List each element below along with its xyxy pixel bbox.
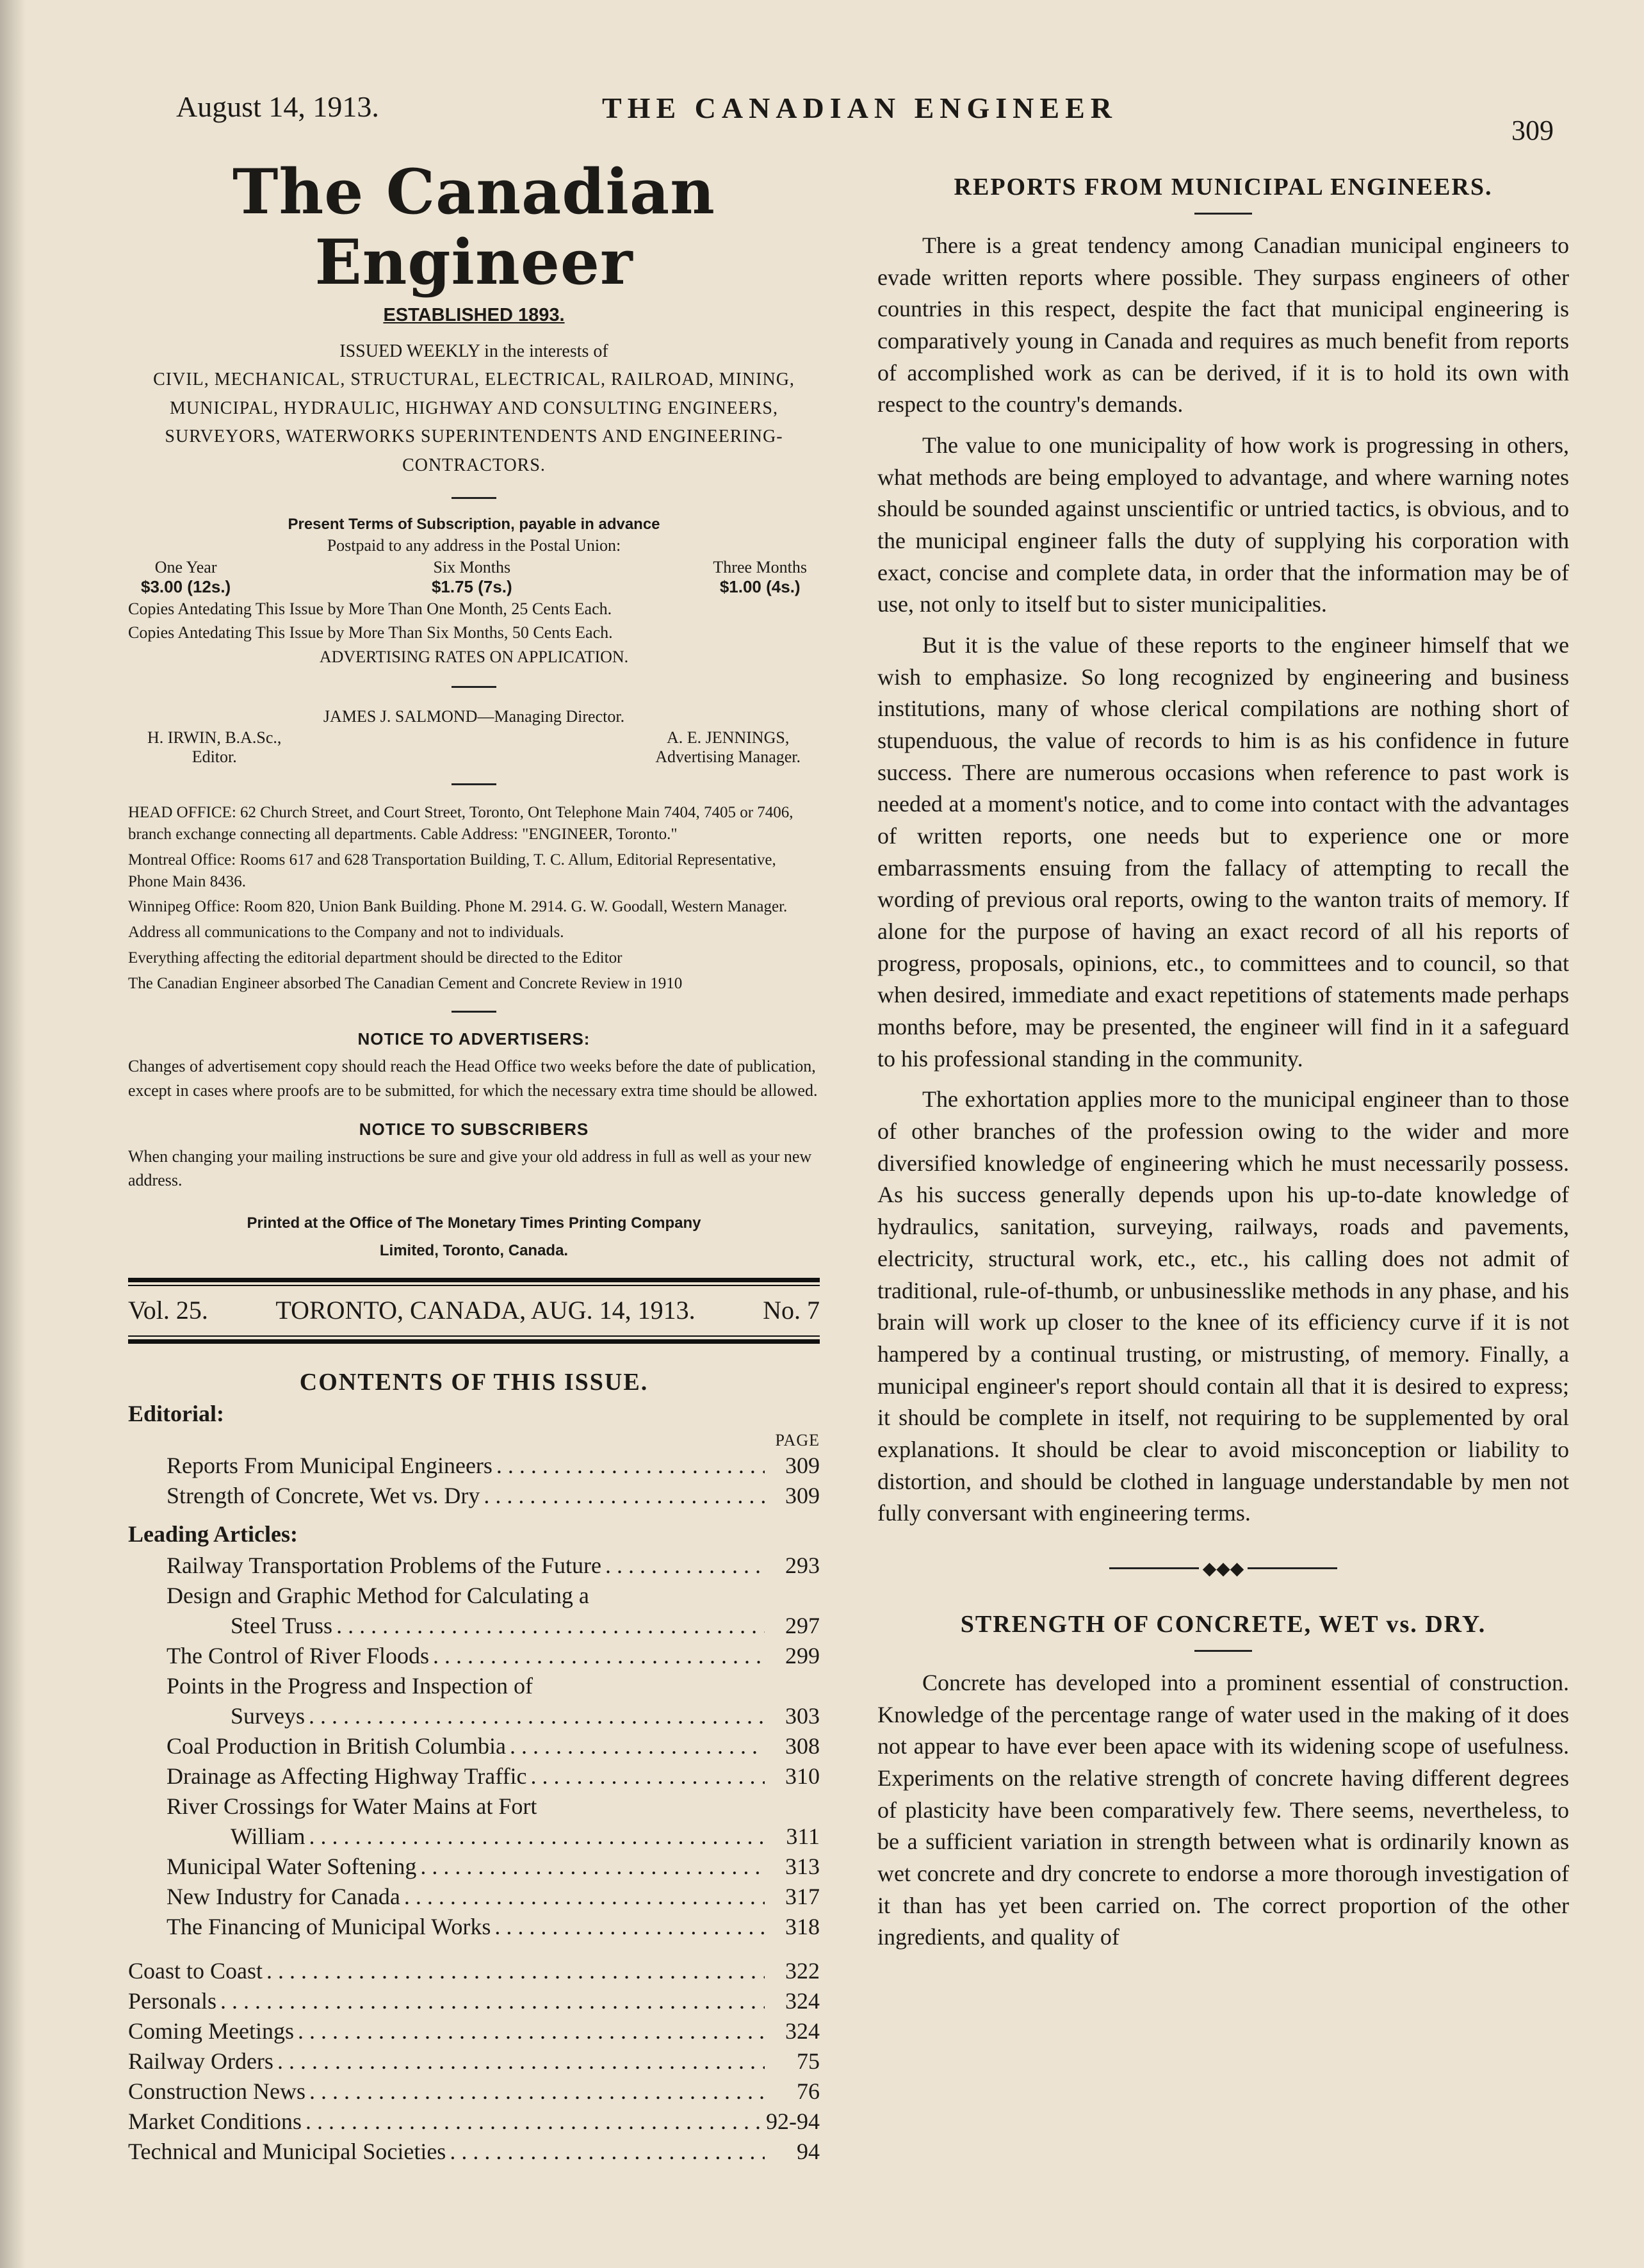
toc-leader [450,2137,765,2166]
toc-page: 317 [785,1883,820,1909]
toc-entry[interactable] [128,1481,820,1510]
toc-entry[interactable] [128,1611,820,1640]
toc-page: 297 [785,1612,820,1638]
toc-entry[interactable] [128,1987,820,2016]
toc-entry[interactable] [128,2107,820,2136]
toc-entry[interactable] [128,2017,820,2046]
toc-title: Coast to Coast [128,1957,263,1984]
toc-title: Railway Transportation Problems of the Future [167,1552,601,1578]
term-period: Six Months [433,557,511,576]
term-period: One Year [154,557,217,576]
term-price: $1.75 (7s.) [431,576,512,596]
ad-manager-role: Advertising Manager. [655,747,801,767]
toc-page: 311 [786,1823,820,1849]
term-three-months [713,558,807,597]
ad-manager-block [655,728,801,767]
thick-rule [128,1278,820,1282]
toc-title: Steel Truss [231,1612,333,1638]
toc-page: 303 [785,1702,820,1729]
volume-number: Vol. 25. [128,1295,208,1325]
toc-title: New Industry for Canada [167,1883,400,1909]
notice-advertisers-text: Changes of advertisement copy should reach the Head Office two weeks before the date of publication, except in cases where proofs are to be submitted, for which the necessary extra time should be allowed. [128,1057,818,1100]
toc-leader [531,1762,765,1791]
page-column-heading: PAGE [775,1430,820,1449]
issued-line: ISSUED WEEKLY in the interests of [339,341,608,361]
editor-block [147,728,281,767]
toc-entry[interactable] [128,1913,820,1941]
toc-page: 313 [785,1853,820,1879]
toc-page: 308 [785,1733,820,1759]
toc-title: Railway Orders [128,2048,273,2074]
toc-page: 318 [785,1913,820,1939]
toc-leader [494,1913,765,1941]
divider [1194,1650,1252,1652]
article-title-reports: REPORTS FROM MUNICIPAL ENGINEERS. [954,174,1493,200]
toc-page: 92-94 [766,2108,820,2134]
toc-leader [298,2017,765,2046]
toc-leader [309,2077,765,2106]
volume-band [128,1278,820,1344]
toc-leader [220,1987,765,2016]
toc-page: 75 [797,2048,820,2074]
header-page-number: 309 [1511,115,1554,146]
toc-title-line: Design and Graphic Method for Calculating a [167,1582,589,1608]
toc-title: Market Conditions [128,2108,302,2134]
header-journal-title: THE CANADIAN ENGINEER [602,92,1118,124]
toc-page: 310 [785,1763,820,1789]
toc-leader [484,1481,765,1510]
toc-leader [510,1732,765,1761]
toc-title: Coming Meetings [128,2018,294,2044]
toc-page: 324 [785,1987,820,2014]
term-one-year [141,558,231,597]
toc-title: Reports From Municipal Engineers [167,1452,492,1478]
divider [452,1011,496,1013]
absorbed-note: The Canadian Engineer absorbed The Canadian Cement and Concrete Review in 1910 [128,974,683,992]
term-price: $3.00 (12s.) [141,576,231,596]
toc-page: 94 [797,2138,820,2164]
paragraph: There is a great tendency among Canadian municipal engineers to evade written reports where possible. They surpass engineers of other countries in this respect, despite the fact that municipal engineering is comparatively young in Canada and requires as much benefit from reports of accomplished work as can be derived, if it is to hold its own with respect to the country's demands. [877,233,1569,418]
toc-entry[interactable] [128,1882,820,1911]
advertising-rates: ADVERTISING RATES ON APPLICATION. [319,648,629,667]
trades-list: CIVIL, MECHANICAL, STRUCTURAL, ELECTRICAL, RAILROAD, MINING, MUNICIPAL, HYDRAULIC, HIGHWAY AND CONSULTING ENGINEERS, SURVEYORS, WATERWORKS SUPERINTENDENTS AND ENGINEERING-CONTRACTORS. [153,369,795,476]
divider [1194,213,1252,215]
toc-title: The Control of River Floods [167,1642,429,1668]
head-office: HEAD OFFICE: 62 Church Street, and Court Street, Toronto, Ont Telephone Main 7404, 7405 or 7406, branch exchange connecting all departments. Cable Address: "ENGINEER, Toronto." [128,804,794,844]
article-body-reports [877,230,1569,1530]
toc-entry[interactable] [128,2077,820,2106]
ornament-diamond-icon: ◆◆◆ [1202,1558,1244,1579]
toc-title: Construction News [128,2078,305,2104]
back-issues-one-month: Copies Antedating This Issue by More Than One Month, 25 Cents Each. [128,599,612,618]
left-column [128,157,820,2167]
section-ornament [877,1558,1569,1579]
toc-page: 322 [785,1957,820,1984]
editorial-heading: Editorial: [128,1400,224,1426]
back-issues-six-months: Copies Antedating This Issue by More Than Six Months, 50 Cents Each. [128,623,613,642]
toc-title: Coal Production in British Columbia [167,1733,506,1759]
winnipeg-office: Winnipeg Office: Room 820, Union Bank Building. Phone M. 2914. G. W. Goodall, Western Manager. [128,898,788,916]
volume-line [128,1289,820,1333]
toc-page: 299 [785,1642,820,1668]
paragraph: The value to one municipality of how work is progressing in others, what methods are being employed to advantage, and where warning notes should be sounded against unscientific or untried tactics, is obvious, and to the municipal engineer falls the duty of supplying his corporation with exact, concise and complete data, in order that the information may be of use, not only to itself but to sister municipalities. [877,432,1569,617]
term-period: Three Months [713,557,807,576]
contents-title: CONTENTS OF THIS ISSUE. [299,1368,649,1396]
article-body-concrete [877,1667,1569,1954]
paragraph: Concrete has developed into a prominent essential of construction. Knowledge of the percentage range of water used in the making of it does not appear to have ever been apace with its widening scope of usefulness. Experiments on the relative strength of concrete having different degrees of plasticity have been comparatively few. There seems, nevertheless, to be a sufficient variation in strength between what is ordinarily known as wet concrete and dry concrete to endorse a more thorough investigation of it than has yet been carried on. The correct proportion of the other ingredients, and quality of [877,1669,1569,1950]
toc-leader [404,1882,765,1911]
managing-director: JAMES J. SALMOND—Managing Director. [323,706,625,726]
toc-page: 324 [785,2018,820,2044]
toc-leader [305,2107,762,2136]
toc-leader [496,1451,765,1480]
toc-title: Municipal Water Softening [167,1853,417,1879]
printer-line-1: Printed at the Office of The Monetary Times Printing Company [247,1214,701,1232]
editor-name: H. IRWIN, B.A.Sc., [147,728,282,747]
subscription-terms [128,558,820,597]
toc-entry[interactable] [128,1702,820,1731]
notice-subscribers-text: When changing your mailing instructions be sure and give your old address in full as well as your new address. [128,1146,812,1190]
toc-entry[interactable] [128,1822,820,1851]
divider [452,497,496,499]
toc-page: 309 [785,1452,820,1478]
toc-leader [420,1852,765,1881]
montreal-office: Montreal Office: Rooms 617 and 628 Transportation Building, T. C. Allum, Editorial Representative, Phone Main 8436. [128,851,776,890]
header-date: August 14, 1913. [176,90,379,123]
toc-entry[interactable] [128,1732,820,1761]
address-note: Address all communications to the Company and not to individuals. [128,924,564,942]
toc-entry[interactable] [128,1852,820,1881]
notice-advertisers-title: NOTICE TO ADVERTISERS: [357,1029,590,1049]
running-header [0,90,1644,146]
toc-page: 76 [797,2078,820,2104]
toc-leader [309,1822,765,1851]
thick-rule [128,1339,820,1344]
toc-title: Drainage as Affecting Highway Traffic [167,1763,527,1789]
toc-leader [433,1642,765,1670]
volume-place-date: TORONTO, CANADA, AUG. 14, 1913. [275,1295,696,1325]
toc-leader [605,1551,765,1580]
offices-block [128,802,820,994]
toc-title: Technical and Municipal Societies [128,2138,446,2164]
toc-title: Surveys [231,1702,305,1729]
toc-page: 309 [785,1482,820,1508]
notice-subscribers-title: NOTICE TO SUBSCRIBERS [359,1119,589,1139]
toc-entry[interactable] [128,2137,820,2166]
toc-title: Strength of Concrete, Wet vs. Dry [167,1482,480,1508]
toc-title-line: Points in the Progress and Inspection of [167,1672,533,1699]
term-six-months [432,558,512,597]
toc-entry[interactable] [128,1642,820,1670]
divider [452,783,496,785]
established-line: ESTABLISHED 1893. [383,304,565,325]
thin-rule [128,1285,820,1286]
article-title-concrete: STRENGTH OF CONCRETE, WET vs. DRY. [960,1610,1486,1638]
toc-leader [309,1702,765,1731]
toc-entry[interactable] [128,2047,820,2076]
toc-entry[interactable] [128,1551,820,1580]
issue-number: No. 7 [763,1295,820,1325]
editorial-note: Everything affecting the editorial department should be directed to the Editor [128,949,623,967]
postpaid-line: Postpaid to any address in the Postal Union: [327,535,621,555]
toc-title-line: River Crossings for Water Mains at Fort [167,1793,537,1819]
masthead-title: The Canadian Engineer [232,156,715,299]
staff-block [128,728,820,767]
printer-line [128,1209,820,1264]
toc-leader [336,1611,765,1640]
thin-rule [128,1335,820,1337]
toc-title: The Financing of Municipal Works [167,1913,491,1939]
ad-manager-name: A. E. JENNINGS, [666,728,790,747]
toc-page: 293 [785,1552,820,1578]
ornament-line [1248,1567,1337,1569]
toc-title: Personals [128,1987,216,2014]
paragraph: But it is the value of these reports to the engineer himself that we wish to emphasize. So long recognized by engineering and business institutions, many of whose clerical compilations are nothing short of stupenduous, the value of records to him is as his confidence in future success. There are numerous occasions when reference to past work is needed at a moment's notice, and to come into contact with the advantages of written reports, one needs but to experience one or more embarrassments ensuing from the fallacy of attempting to recall the wording of previous oral reports, owing to the wanton traits of memory. If alone for the purpose of having an exact record of all his reports of progress, proposals, opinions, etc., to committees and to council, so that when desired, immediate and exact repetitions of statements made perhaps months before, may be presented, the engineer will find in it a safeguard to his professional standing in the community. [877,632,1569,1072]
departments-list [128,1957,820,2166]
toc-entry[interactable] [128,1451,820,1480]
toc-entry[interactable] [128,1957,820,1986]
divider [452,686,496,688]
toc-entry[interactable] [128,1762,820,1791]
toc-leader [277,2047,765,2076]
printer-line-2: Limited, Toronto, Canada. [379,1242,569,1260]
leading-articles-heading: Leading Articles: [128,1521,298,1547]
ornament-line [1109,1567,1199,1569]
term-price: $1.00 (4s.) [719,576,801,596]
right-column [877,173,1569,1962]
editor-role: Editor. [191,747,237,767]
page-gutter-shadow [0,0,26,2268]
toc-leader [266,1957,765,1986]
toc-title: William [231,1823,305,1849]
subscription-title: Present Terms of Subscription, payable in advance [288,515,660,533]
paragraph: The exhortation applies more to the municipal engineer than to those of other branches of the profession owing to the wider and more diversified knowledge of engineering which he must necessarily possess. As his success generally depends upon his up-to-date knowledge of hydraulics, sanitation, surveying, railways, roads and pavements, electricity, structural work, etc., etc., his calling does not admit of traditional, rule-of-thumb, or unbusinesslike methods in any phase, and his brain will work up closer to the knee of its efficiency curve if it is not hampered by a continual trusting, or mistrusting, of memory. Finally, a municipal engineer's report should contain all that it is desired to express; it should be complete in itself, not requiring to be supplemented by oral explanations. It should be clear to avoid misconception or liability to distortion, and should be clothed in language understandable by men not fully conversant with engineering terms. [877,1086,1569,1526]
